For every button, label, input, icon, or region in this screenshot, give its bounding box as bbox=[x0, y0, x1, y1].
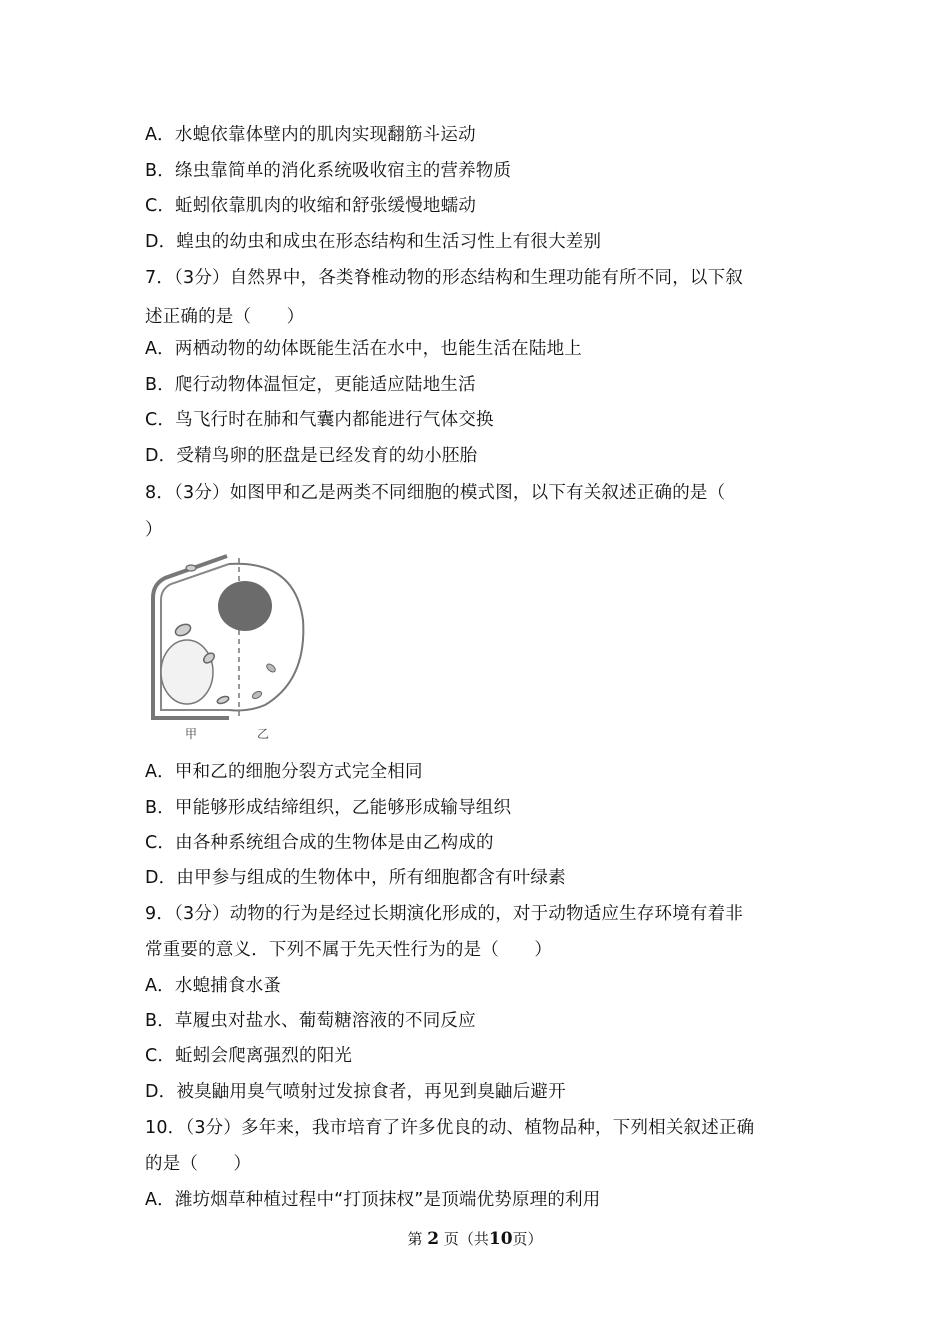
q10-stem-line1: 10．（3分）多年来，我市培育了许多优良的动、植物品种，下列相关叙述正确 bbox=[145, 1118, 755, 1138]
page-footer bbox=[0, 1228, 950, 1249]
q8-stem-line2: ） bbox=[145, 520, 163, 540]
q6-option-b: B．绦虫靠简单的消化系统吸收宿主的营养物质 bbox=[145, 161, 512, 181]
q6-option-a: A．水螅依靠体壁内的肌肉实现翻筋斗运动 bbox=[145, 125, 476, 145]
q9-option-b: B．草履虫对盐水、葡萄糖溶液的不同反应 bbox=[145, 1011, 476, 1031]
footer-suffix: 页） bbox=[512, 1230, 543, 1248]
q7-option-b: B．爬行动物体温恒定，更能适应陆地生活 bbox=[145, 375, 476, 395]
footer-page-number: 2 bbox=[427, 1229, 440, 1249]
q10-stem-line2: 的是（ ） bbox=[145, 1154, 252, 1174]
chloroplast bbox=[216, 695, 229, 705]
q7-stem-line1: 7．（3分）自然界中，各类脊椎动物的形态结构和生理功能有所不同，以下叙 bbox=[145, 268, 744, 288]
q8-option-a: A．甲和乙的细胞分裂方式完全相同 bbox=[145, 762, 423, 782]
mitochondrion bbox=[265, 662, 277, 673]
footer-prefix: 第 bbox=[407, 1230, 423, 1248]
q9-option-a: A．水螅捕食水蚤 bbox=[145, 976, 282, 996]
label-yi: 乙 bbox=[257, 727, 270, 741]
q9-stem-line1: 9．（3分）动物的行为是经过长期演化形成的，对于动物适应生存环境有着非 bbox=[145, 904, 744, 924]
nucleus bbox=[218, 581, 272, 631]
chloroplast bbox=[174, 622, 193, 638]
q9-stem-line2: 常重要的意义．下列不属于先天性行为的是（ ） bbox=[145, 940, 553, 960]
q7-option-c: C．鸟飞行时在肺和气囊内都能进行气体交换 bbox=[145, 410, 494, 430]
chloroplast bbox=[186, 565, 196, 571]
footer-middle: 页（共 bbox=[443, 1230, 489, 1248]
footer-total-pages: 10 bbox=[488, 1229, 513, 1249]
cell-diagram-figure bbox=[145, 550, 315, 745]
q7-option-d: D．受精鸟卵的胚盘是已经发育的幼小胚胎 bbox=[145, 446, 478, 466]
label-jia: 甲 bbox=[185, 727, 198, 741]
q8-stem-line1: 8．（3分）如图甲和乙是两类不同细胞的模式图，以下有关叙述正确的是（ bbox=[145, 483, 726, 503]
q6-option-c: C．蚯蚓依靠肌肉的收缩和舒张缓慢地蠕动 bbox=[145, 196, 477, 216]
q6-option-d: D．蝗虫的幼虫和成虫在形态结构和生活习性上有很大差别 bbox=[145, 232, 602, 252]
q7-option-a: A．两栖动物的幼体既能生活在水中，也能生活在陆地上 bbox=[145, 339, 582, 359]
vacuole bbox=[161, 640, 213, 704]
q10-option-a: A．潍坊烟草种植过程中“打顶抹杈”是顶端优势原理的利用 bbox=[145, 1190, 601, 1210]
q8-option-c: C．由各种系统组合成的生物体是由乙构成的 bbox=[145, 833, 494, 853]
q9-option-c: C．蚯蚓会爬离强烈的阳光 bbox=[145, 1046, 353, 1066]
q8-option-d: D．由甲参与组成的生物体中，所有细胞都含有叶绿素 bbox=[145, 868, 566, 888]
q8-option-b: B．甲能够形成结缔组织，乙能够形成输导组织 bbox=[145, 798, 512, 818]
q7-stem-line2: 述正确的是（ ） bbox=[145, 307, 305, 327]
mitochondrion bbox=[251, 690, 263, 700]
cell-diagram bbox=[145, 550, 315, 745]
q9-option-d: D．被臭鼬用臭气喷射过发掠食者，再见到臭鼬后避开 bbox=[145, 1082, 566, 1102]
